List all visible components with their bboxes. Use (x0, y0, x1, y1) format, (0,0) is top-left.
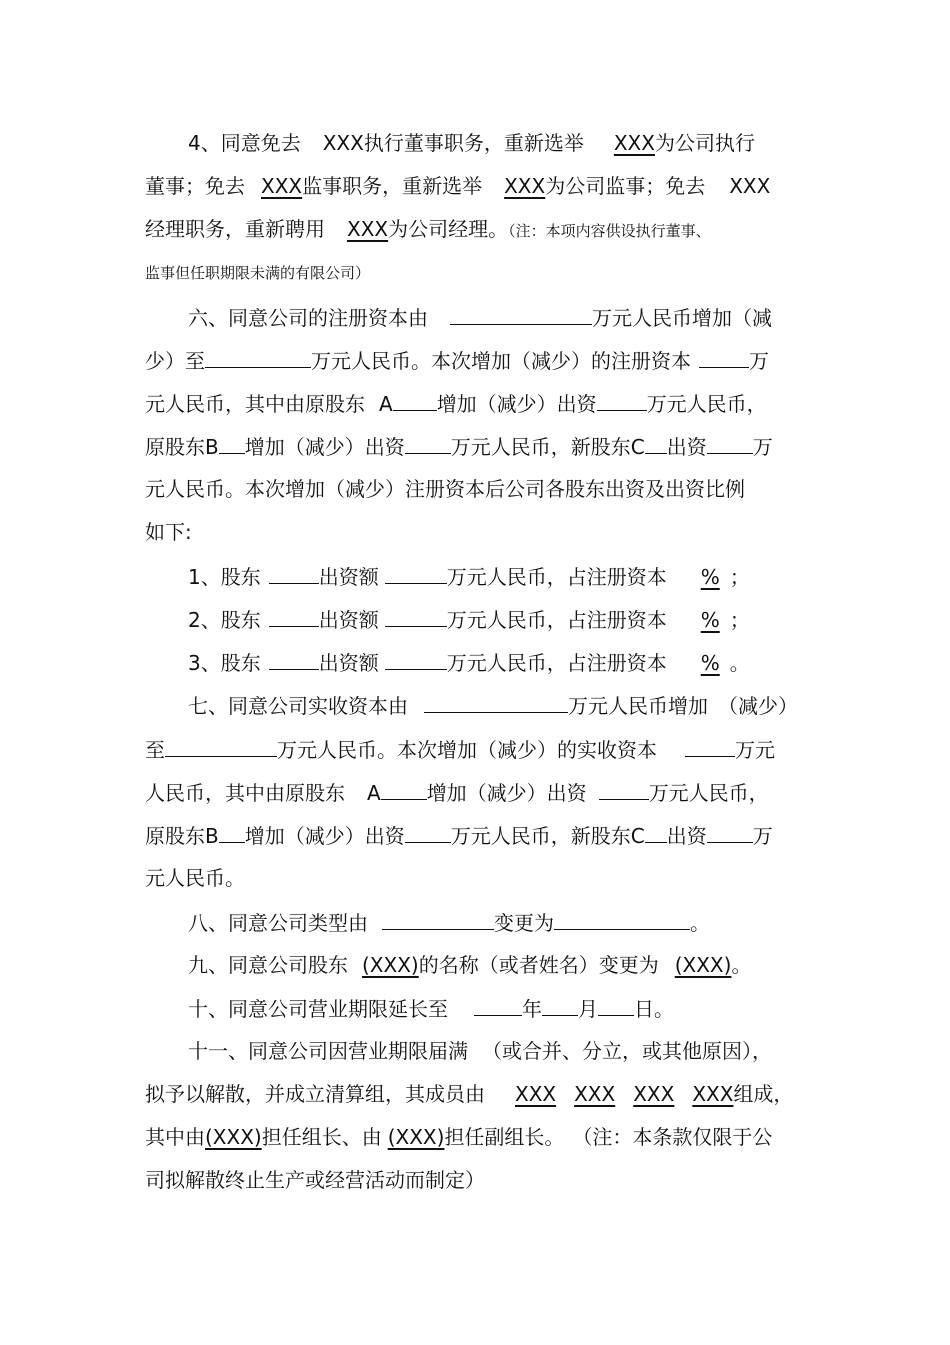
text: 万元人民币，新股东 (450, 824, 631, 848)
text: 九、同意公司股东 (188, 953, 348, 977)
text: 变更为 (494, 911, 554, 935)
blank-line (707, 822, 753, 843)
s6-line4 (145, 433, 773, 460)
name-placeholder: XXX (261, 174, 303, 198)
s7-line1 (188, 692, 798, 719)
blank-line (424, 692, 568, 713)
text: 万元 (735, 738, 775, 762)
member-placeholder: XXX (515, 1082, 557, 1106)
blank-line (219, 822, 245, 843)
text: 1、股东 (188, 565, 261, 589)
text: 为公司执行 (654, 131, 755, 155)
text: 增加（减少）出资 (426, 781, 587, 805)
blank-line (474, 995, 522, 1016)
text: 少）至 (145, 349, 205, 373)
blank-line (554, 909, 690, 930)
text: 至 (145, 738, 165, 762)
text: 元人民币，其中由原股东 (145, 392, 365, 416)
note-text: 监事但任职期限未满的有限公司） (145, 264, 371, 282)
name-placeholder: XXX (729, 174, 771, 198)
text: 万元人民币，占注册资本 (446, 565, 667, 589)
name-placeholder: XXX (504, 174, 546, 198)
blank-line (598, 995, 634, 1016)
s7-line5 (145, 865, 245, 891)
text: 为公司监事；免去 (545, 174, 706, 198)
s6-row-3 (188, 649, 750, 676)
text: 万元人民币。本次增加（减少）的实收资本 (277, 738, 657, 762)
blank-line (685, 736, 735, 757)
blank-line (599, 779, 649, 800)
blank-line (385, 563, 447, 584)
blank-line (385, 606, 447, 627)
s7-line4 (145, 822, 773, 849)
s11-line2 (145, 1081, 793, 1107)
blank-line (165, 736, 277, 757)
text: 原股东 (145, 824, 205, 848)
text: 万元人民币， (646, 392, 767, 416)
text: 出资额 (318, 651, 379, 675)
blank-line (542, 995, 578, 1016)
item4-line1 (188, 130, 755, 156)
name-placeholder: XXX (613, 131, 655, 155)
blank-line (393, 390, 437, 411)
s9-line (188, 952, 751, 978)
s11-line3 (145, 1124, 772, 1150)
text: 原股东 (145, 435, 205, 459)
text: 其中由 (145, 1125, 205, 1149)
s6-line2 (145, 347, 769, 374)
note-text: 司拟解散终止生产或经营活动而制定） (145, 1168, 485, 1192)
text: 如下: (145, 520, 192, 544)
item4-line3 (145, 216, 711, 244)
blank-line (699, 347, 749, 368)
text: 七、同意公司实收资本由 (188, 694, 408, 718)
blank-line (381, 779, 427, 800)
s6-row-2 (188, 606, 750, 633)
text: 拟予以解散，并成立清算组，其成员由 (145, 1082, 485, 1106)
text: 万元人民币。本次增加（减少）的注册资本 (311, 349, 691, 373)
text: 经理职务，重新聘用 (145, 217, 325, 241)
text: 十、同意公司营业期限延长至 (188, 997, 448, 1021)
s6-line3 (145, 390, 767, 417)
s11-line1 (188, 1038, 772, 1064)
s6-line1 (188, 304, 772, 331)
text: ； (729, 608, 750, 632)
blank-line (645, 433, 667, 454)
text: 六、同意公司的注册资本由 (188, 306, 428, 330)
shareholder-label: A (379, 392, 393, 416)
blank-line (269, 606, 319, 627)
text: 董事；免去 (145, 174, 245, 198)
blank-line (597, 390, 647, 411)
text: 组成， (733, 1082, 794, 1106)
text: 为公司经理。 (388, 217, 509, 241)
blank-line (645, 822, 667, 843)
text: 年 (522, 997, 542, 1021)
text: 日。 (634, 997, 674, 1021)
shareholder-label: C (630, 435, 645, 459)
text: 万元人民币增加（减 (592, 306, 772, 330)
text: 万元人民币，占注册资本 (446, 608, 667, 632)
percent-placeholder: % (700, 651, 720, 675)
item4-line4 (145, 260, 370, 286)
blank-line (450, 304, 592, 325)
blank-line (205, 347, 311, 368)
text: 十一、同意公司因营业期限届满 (188, 1039, 468, 1063)
text: 出资 (666, 824, 707, 848)
s8-line (188, 909, 710, 936)
text: 。 (729, 651, 750, 675)
text: 。 (731, 953, 752, 977)
text: XXX执行董事职务，重新选举 (322, 131, 584, 155)
text: 2、股东 (188, 608, 261, 632)
text: 3、股东 (188, 651, 261, 675)
name-placeholder: (XXX) (387, 1125, 445, 1149)
s7-line2 (145, 736, 775, 763)
shareholder-label: B (205, 435, 219, 459)
text: 万 (752, 824, 773, 848)
text: 万元人民币增加 (568, 694, 708, 718)
text: 的名称（或者姓名）变更为 (418, 953, 659, 977)
member-placeholder: XXX (692, 1082, 734, 1106)
s10-line (188, 995, 674, 1022)
text: ； (729, 565, 750, 589)
text: 增加（减少）出资 (436, 392, 597, 416)
member-placeholder: XXX (633, 1082, 675, 1106)
note-text: （注：本条款仅限于公 (572, 1125, 773, 1149)
text: 万 (749, 349, 769, 373)
blank-line (405, 822, 451, 843)
text: 八、同意公司类型由 (188, 911, 368, 935)
text: 担任组长、由 (261, 1125, 382, 1149)
text: 人民币，其中由原股东 (145, 781, 345, 805)
s6-line5 (145, 476, 745, 502)
s6-line6 (145, 519, 192, 545)
text: 月 (578, 997, 598, 1021)
text: 万元人民币，占注册资本 (446, 651, 667, 675)
blank-line (269, 563, 319, 584)
name-placeholder: (XXX) (362, 953, 419, 977)
blank-line (219, 433, 245, 454)
text: 增加（减少）出资 (244, 435, 405, 459)
shareholder-label: C (630, 824, 645, 848)
item4-line2 (145, 173, 770, 199)
text: （或合并、分立，或其他原因）， (482, 1039, 772, 1063)
text: 出资 (666, 435, 707, 459)
shareholder-label: B (205, 824, 219, 848)
blank-line (385, 649, 447, 670)
blank-line (405, 433, 451, 454)
text: 元人民币。 (145, 866, 245, 890)
text: 4、同意免去 (188, 131, 301, 155)
text: 。 (690, 911, 710, 935)
name-placeholder: (XXX) (674, 953, 732, 977)
text: 担任副组长。 (444, 1125, 565, 1149)
name-placeholder: XXX (347, 217, 389, 241)
blank-line (382, 909, 494, 930)
text: 万 (752, 435, 773, 459)
blank-line (269, 649, 319, 670)
text: 万元人民币， (648, 781, 769, 805)
text: 元人民币。本次增加（减少）注册资本后公司各股东出资及出资比例 (145, 477, 745, 501)
text: 出资额 (318, 565, 379, 589)
text: 万元人民币，新股东 (450, 435, 631, 459)
blank-line (707, 433, 753, 454)
note-text: （注：本项内容供设执行董事、 (508, 222, 711, 240)
member-placeholder: XXX (574, 1082, 616, 1106)
s6-row-1 (188, 563, 750, 590)
text: 监事职务，重新选举 (302, 174, 483, 198)
text: 增加（减少）出资 (244, 824, 405, 848)
shareholder-label: A (367, 781, 381, 805)
text: 出资额 (318, 608, 379, 632)
s7-line3 (145, 779, 769, 806)
percent-placeholder: % (700, 608, 720, 632)
name-placeholder: (XXX) (205, 1125, 262, 1149)
s11-line4 (145, 1167, 485, 1193)
percent-placeholder: % (700, 565, 720, 589)
text: （减少） (718, 694, 798, 718)
